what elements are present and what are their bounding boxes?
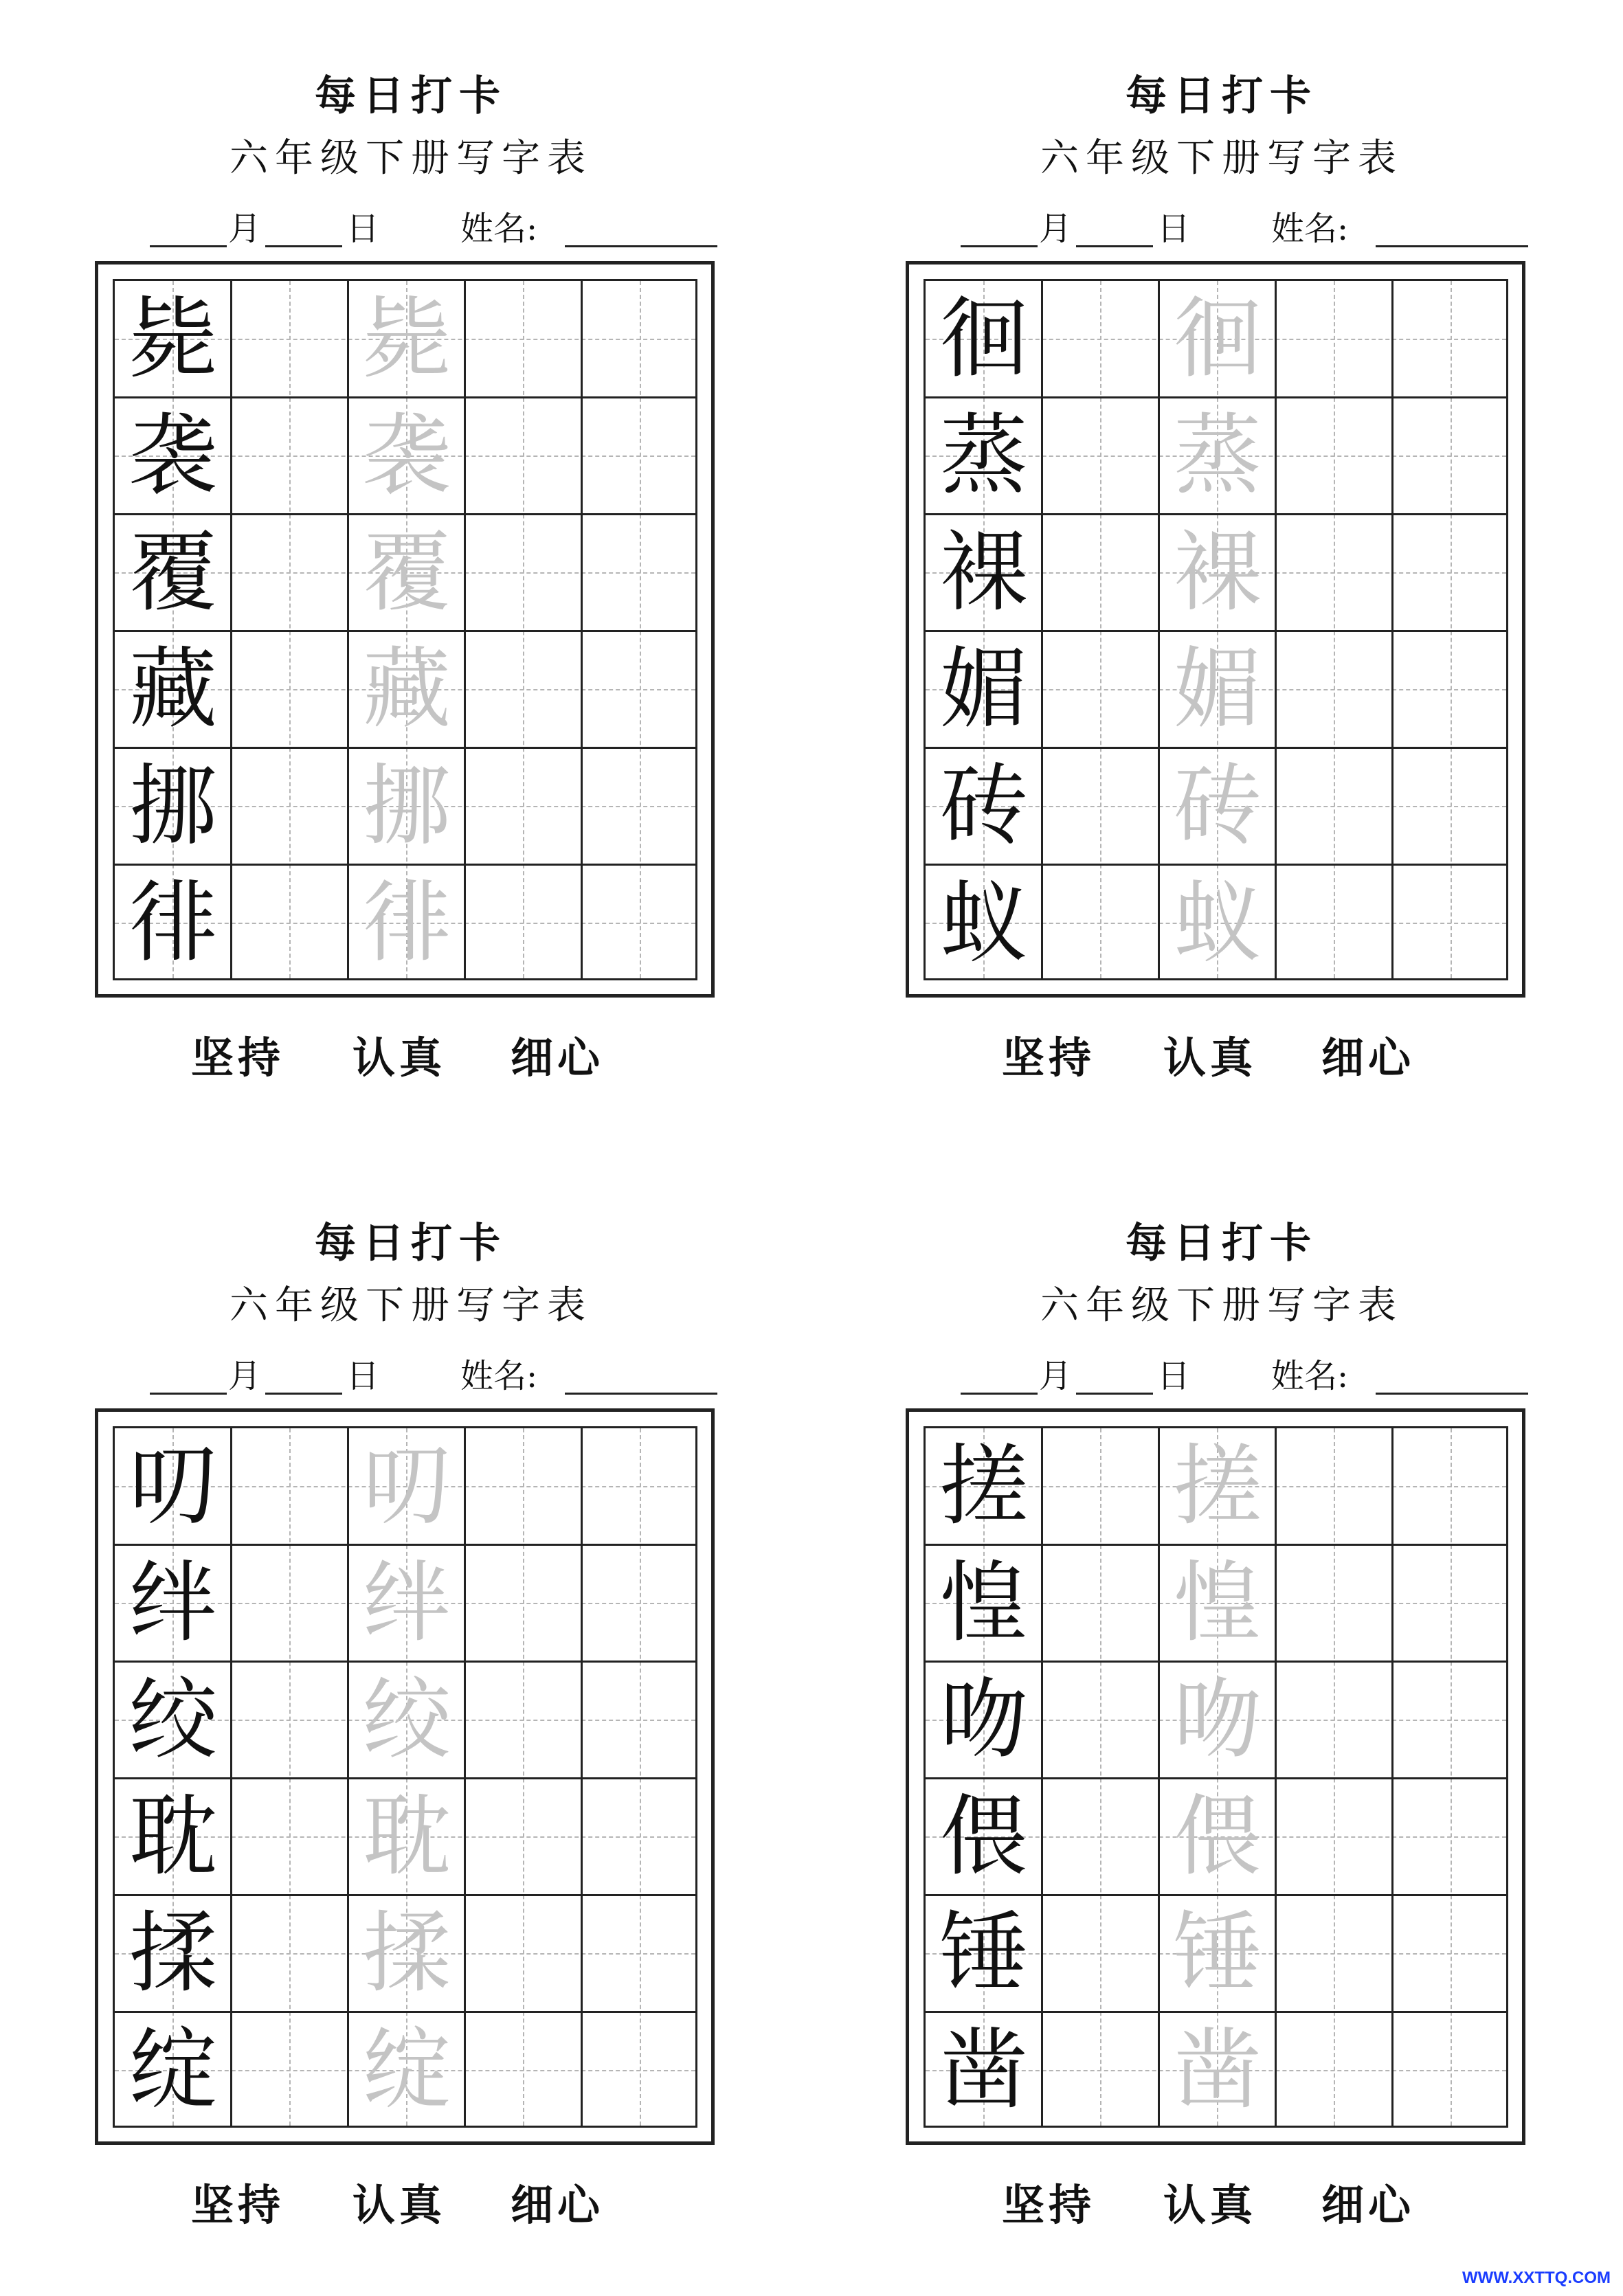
trace-character[interactable]: 偎 [1173, 1786, 1262, 1888]
writing-cell[interactable] [232, 2012, 348, 2129]
model-character: 惶 [939, 1552, 1028, 1654]
day-blank[interactable] [265, 245, 342, 247]
writing-cell[interactable] [232, 1895, 348, 2012]
writing-cell[interactable] [582, 1895, 699, 2012]
month-label: 月 [1039, 1357, 1073, 1395]
writing-cell[interactable] [465, 1779, 582, 1895]
day-blank[interactable] [1076, 245, 1153, 247]
motto-text: 细心 [1321, 2180, 1415, 2230]
motto-text: 坚持 [1002, 2180, 1096, 2230]
model-character: 砖 [939, 755, 1028, 857]
sheet-subtitle: 六年级下册写字表 [230, 136, 592, 181]
writing-cell[interactable] [465, 1662, 582, 1779]
name-blank[interactable] [565, 1393, 717, 1395]
writing-cell[interactable] [1042, 1428, 1159, 1545]
writing-cell[interactable] [232, 515, 348, 631]
model-character: 藏 [128, 638, 217, 741]
sheet-subtitle: 六年级下册写字表 [1040, 1283, 1403, 1328]
trace-character[interactable]: 裸 [1173, 521, 1262, 624]
writing-cell[interactable] [1393, 748, 1510, 865]
model-character: 蚁 [939, 872, 1028, 974]
writing-cell[interactable] [582, 515, 699, 631]
writing-cell[interactable] [1042, 1662, 1159, 1779]
model-character: 锤 [939, 1902, 1028, 2005]
model-character: 袭 [128, 405, 217, 507]
motto-text: 认真 [1163, 1033, 1257, 1083]
writing-cell[interactable] [582, 748, 699, 865]
trace-character[interactable]: 揉 [362, 1902, 451, 2005]
writing-cell[interactable] [1276, 631, 1393, 748]
writing-cell[interactable] [1042, 398, 1159, 515]
site-watermark: WWW.XXTTQ.COM [1462, 2269, 1611, 2287]
date-name-line [150, 210, 734, 251]
writing-cell[interactable] [1276, 1545, 1393, 1662]
name-blank[interactable] [1376, 1393, 1528, 1395]
model-character: 绊 [128, 1552, 217, 1654]
writing-cell[interactable] [1393, 281, 1510, 398]
writing-cell[interactable] [1042, 865, 1159, 982]
writing-grid-frame [906, 1408, 1525, 2145]
model-character: 徘 [128, 872, 217, 974]
writing-cell[interactable] [1393, 1545, 1510, 1662]
model-character: 覆 [128, 521, 217, 624]
writing-cell[interactable] [1042, 1545, 1159, 1662]
month-blank[interactable] [961, 245, 1038, 247]
trace-character[interactable]: 凿 [1173, 2019, 1262, 2121]
writing-cell[interactable] [1393, 1779, 1510, 1895]
trace-character[interactable]: 袭 [362, 405, 451, 507]
trace-character[interactable]: 叨 [362, 1435, 451, 1538]
writing-grid [924, 1426, 1508, 2128]
writing-cell[interactable] [465, 1428, 582, 1545]
writing-cell[interactable] [465, 398, 582, 515]
date-name-line [961, 1357, 1545, 1398]
motto-text: 认真 [352, 1033, 447, 1083]
writing-grid [924, 279, 1508, 980]
trace-character[interactable]: 锤 [1173, 1902, 1262, 2005]
trace-character[interactable]: 覆 [362, 521, 451, 624]
model-character: 耽 [128, 1786, 217, 1888]
writing-cell[interactable] [232, 865, 348, 982]
sheet-title: 每日打卡 [315, 1219, 507, 1268]
sheet-title: 每日打卡 [1126, 72, 1318, 120]
writing-cell[interactable] [582, 865, 699, 982]
day-label: 日 [346, 1357, 380, 1395]
name-label: 姓名: [460, 210, 538, 248]
trace-character[interactable]: 媚 [1173, 638, 1262, 741]
writing-cell[interactable] [582, 1779, 699, 1895]
writing-grid [113, 279, 697, 980]
writing-cell[interactable] [1276, 1428, 1393, 1545]
trace-character[interactable]: 蚁 [1173, 872, 1262, 974]
writing-cell[interactable] [1393, 1662, 1510, 1779]
model-character: 搓 [939, 1435, 1028, 1538]
writing-cell[interactable] [582, 1545, 699, 1662]
model-character: 吻 [939, 1669, 1028, 1771]
writing-cell[interactable] [582, 631, 699, 748]
writing-cell[interactable] [1276, 1662, 1393, 1779]
writing-cell[interactable] [1276, 515, 1393, 631]
motto-text: 坚持 [191, 2180, 285, 2230]
model-character: 毙 [128, 288, 217, 390]
writing-cell[interactable] [1276, 2012, 1393, 2129]
trace-character[interactable]: 惶 [1173, 1552, 1262, 1654]
trace-character[interactable]: 藏 [362, 638, 451, 741]
month-blank[interactable] [150, 245, 227, 247]
day-label: 日 [346, 210, 380, 248]
motto-text: 坚持 [191, 1033, 285, 1083]
model-character: 绽 [128, 2019, 217, 2121]
name-blank[interactable] [1376, 245, 1528, 247]
writing-cell[interactable] [465, 865, 582, 982]
writing-cell[interactable] [1393, 1895, 1510, 2012]
sheet-subtitle: 六年级下册写字表 [230, 1283, 592, 1328]
writing-cell[interactable] [1393, 865, 1510, 982]
writing-cell[interactable] [1393, 398, 1510, 515]
trace-character[interactable]: 吻 [1173, 1669, 1262, 1771]
writing-cell[interactable] [232, 398, 348, 515]
writing-cell[interactable] [1393, 515, 1510, 631]
writing-cell[interactable] [1042, 748, 1159, 865]
writing-cell[interactable] [1393, 631, 1510, 748]
model-character: 揉 [128, 1902, 217, 2005]
name-label: 姓名: [1271, 1357, 1349, 1395]
writing-cell[interactable] [465, 1545, 582, 1662]
model-character: 裸 [939, 521, 1028, 624]
practice-sheet [906, 1147, 1538, 2247]
practice-sheet [95, 1147, 727, 2247]
month-label: 月 [228, 210, 262, 248]
model-character: 挪 [128, 755, 217, 857]
writing-cell[interactable] [465, 281, 582, 398]
writing-cell[interactable] [1042, 1779, 1159, 1895]
writing-cell[interactable] [232, 631, 348, 748]
model-character: 徊 [939, 288, 1028, 390]
practice-sheet [906, 0, 1538, 1099]
sheet-title: 每日打卡 [315, 72, 507, 120]
writing-cell[interactable] [465, 748, 582, 865]
writing-cell[interactable] [1393, 2012, 1510, 2129]
writing-cell[interactable] [232, 281, 348, 398]
writing-cell[interactable] [232, 748, 348, 865]
model-character: 蒸 [939, 405, 1028, 507]
motto-text: 细心 [1321, 1033, 1415, 1083]
sheet-subtitle: 六年级下册写字表 [1040, 136, 1403, 181]
month-blank[interactable] [961, 1393, 1038, 1395]
writing-grid-frame [906, 261, 1525, 998]
writing-cell[interactable] [582, 2012, 699, 2129]
model-character: 偎 [939, 1786, 1028, 1888]
trace-character[interactable]: 挪 [362, 755, 451, 857]
motto-text: 认真 [1163, 2180, 1257, 2230]
writing-cell[interactable] [465, 515, 582, 631]
trace-character[interactable]: 毙 [362, 288, 451, 390]
date-name-line [961, 210, 1545, 251]
writing-cell[interactable] [1276, 1779, 1393, 1895]
writing-grid-frame [95, 261, 715, 998]
writing-cell[interactable] [1276, 281, 1393, 398]
month-label: 月 [1039, 210, 1073, 248]
trace-character[interactable]: 徘 [362, 872, 451, 974]
model-character: 凿 [939, 2019, 1028, 2121]
practice-sheet [95, 0, 727, 1099]
trace-character[interactable]: 蒸 [1173, 405, 1262, 507]
date-name-line [150, 1357, 734, 1398]
name-label: 姓名: [1271, 210, 1349, 248]
trace-character[interactable]: 徊 [1173, 288, 1262, 390]
model-character: 叨 [128, 1435, 217, 1538]
writing-cell[interactable] [1042, 281, 1159, 398]
day-blank[interactable] [265, 1393, 342, 1395]
writing-grid-frame [95, 1408, 715, 2145]
motto-text: 细心 [511, 1033, 605, 1083]
writing-cell[interactable] [1042, 1895, 1159, 2012]
trace-character[interactable]: 搓 [1173, 1435, 1262, 1538]
writing-cell[interactable] [582, 1662, 699, 1779]
writing-cell[interactable] [582, 1428, 699, 1545]
model-character: 媚 [939, 638, 1028, 741]
name-label: 姓名: [460, 1357, 538, 1395]
writing-cell[interactable] [1276, 398, 1393, 515]
trace-character[interactable]: 绞 [362, 1669, 451, 1771]
day-label: 日 [1157, 210, 1191, 248]
day-blank[interactable] [1076, 1393, 1153, 1395]
writing-cell[interactable] [1276, 748, 1393, 865]
writing-cell[interactable] [1276, 1895, 1393, 2012]
motto-text: 坚持 [1002, 1033, 1096, 1083]
writing-cell[interactable] [465, 2012, 582, 2129]
writing-cell[interactable] [232, 1662, 348, 1779]
writing-cell[interactable] [582, 281, 699, 398]
day-label: 日 [1157, 1357, 1191, 1395]
motto-text: 细心 [511, 2180, 605, 2230]
writing-cell[interactable] [232, 1428, 348, 1545]
writing-cell[interactable] [465, 631, 582, 748]
name-blank[interactable] [565, 245, 717, 247]
trace-character[interactable]: 砖 [1173, 755, 1262, 857]
month-label: 月 [228, 1357, 262, 1395]
writing-cell[interactable] [1276, 865, 1393, 982]
writing-cell[interactable] [1393, 1428, 1510, 1545]
writing-cell[interactable] [1042, 2012, 1159, 2129]
sheet-title: 每日打卡 [1126, 1219, 1318, 1268]
trace-character[interactable]: 耽 [362, 1786, 451, 1888]
writing-cell[interactable] [232, 1545, 348, 1662]
trace-character[interactable]: 绽 [362, 2019, 451, 2121]
writing-cell[interactable] [1042, 515, 1159, 631]
writing-cell[interactable] [232, 1779, 348, 1895]
writing-cell[interactable] [582, 398, 699, 515]
month-blank[interactable] [150, 1393, 227, 1395]
model-character: 绞 [128, 1669, 217, 1771]
trace-character[interactable]: 绊 [362, 1552, 451, 1654]
writing-cell[interactable] [465, 1895, 582, 2012]
writing-grid [113, 1426, 697, 2128]
writing-cell[interactable] [1042, 631, 1159, 748]
motto-text: 认真 [352, 2180, 447, 2230]
